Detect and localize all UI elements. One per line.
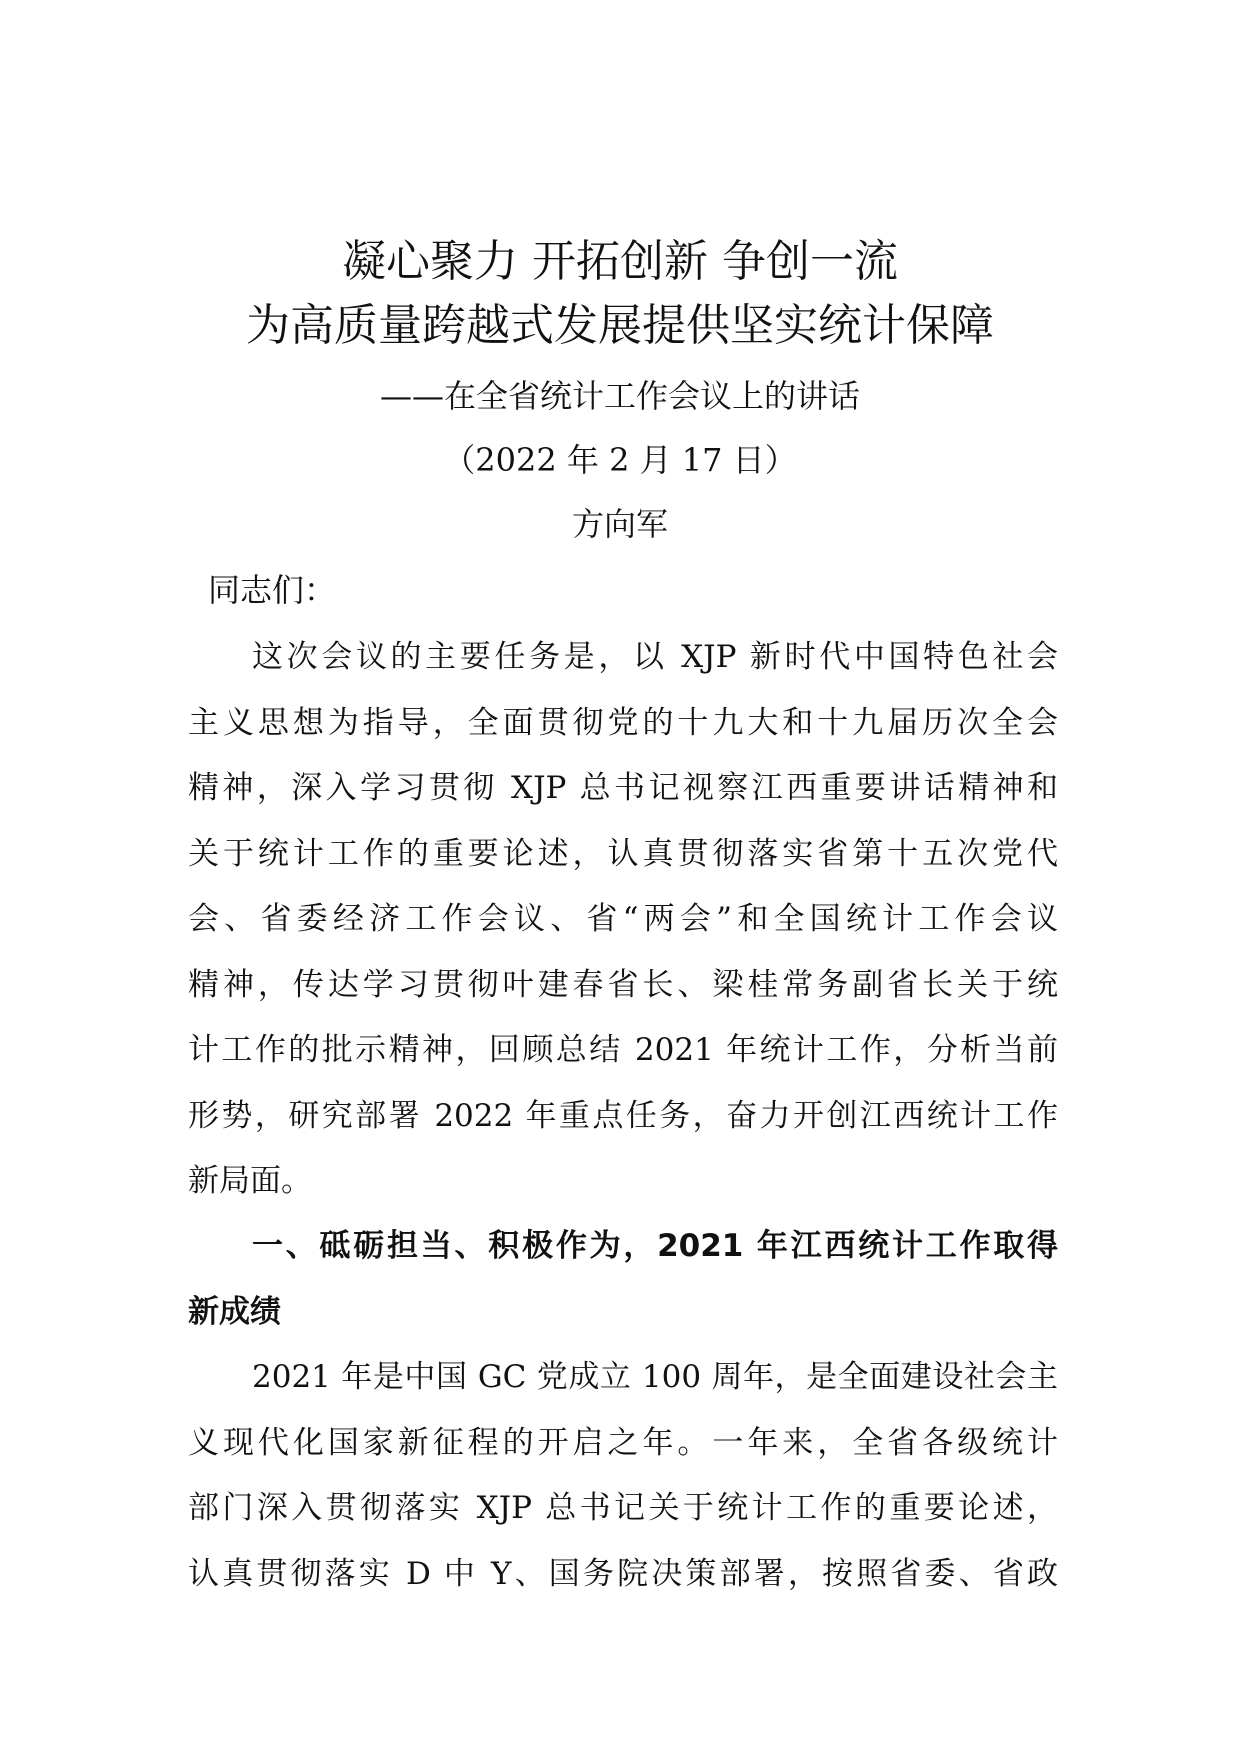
paragraph-line: 这次会议的主要任务是，以 XJP 新时代中国特色社会	[252, 639, 1058, 675]
paragraph-line: 计工作的批示精神，回顾总结 2021 年统计工作，分析当前	[188, 1032, 1058, 1068]
title-line-2: 为高质量跨越式发展提供坚实统计保障	[246, 300, 994, 351]
paragraph-line: 认真贯彻落实 D 中 Y、国务院决策部署，按照省委、省政	[188, 1555, 1058, 1592]
subtitle: ——在全省统计工作会议上的讲话	[379, 377, 860, 415]
author-name: 方向军	[571, 505, 668, 543]
paragraph-line: 关于统计工作的重要论述，认真贯彻落实省第十五次党代	[188, 835, 1058, 872]
speech-date: （2022 年 2 月 17 日）	[443, 441, 797, 479]
paragraph-2	[188, 1345, 1058, 1607]
paragraph-1	[188, 625, 1058, 1215]
paragraph-line: 新局面。	[188, 1163, 312, 1199]
salutation: 同志们：	[208, 571, 337, 609]
paragraph-line: 精神，深入学习贯彻 XJP 总书记视察江西重要讲话精神和	[188, 770, 1058, 806]
paragraph-line: 精神，传达学习贯彻叶建春省长、梁桂常务副省长关于统	[188, 966, 1058, 1003]
paragraph-line: 形势，研究部署 2022 年重点任务，奋力开创江西统计工作	[188, 1097, 1058, 1134]
title-line-1: 凝心聚力 开拓创新 争创一流	[342, 236, 898, 287]
paragraph-line: 2021 年是中国 GC 党成立 100 周年，是全面建设社会主	[252, 1359, 1058, 1395]
paragraph-line: 义现代化国家新征程的开启之年。一年来，全省各级统计	[188, 1424, 1058, 1461]
heading-line: 新成绩	[188, 1293, 281, 1330]
heading-line: 一、砥砺担当、积极作为，2021 年江西统计工作取得	[252, 1228, 1058, 1264]
paragraph-line: 部门深入贯彻落实 XJP 总书记关于统计工作的重要论述，	[188, 1490, 1058, 1526]
paragraph-line: 会、省委经济工作会议、省“两会”和全国统计工作会议	[188, 901, 1058, 937]
paragraph-line: 主义思想为指导，全面贯彻党的十九大和十九届历次全会	[188, 704, 1058, 741]
section-heading-1	[188, 1214, 1058, 1345]
